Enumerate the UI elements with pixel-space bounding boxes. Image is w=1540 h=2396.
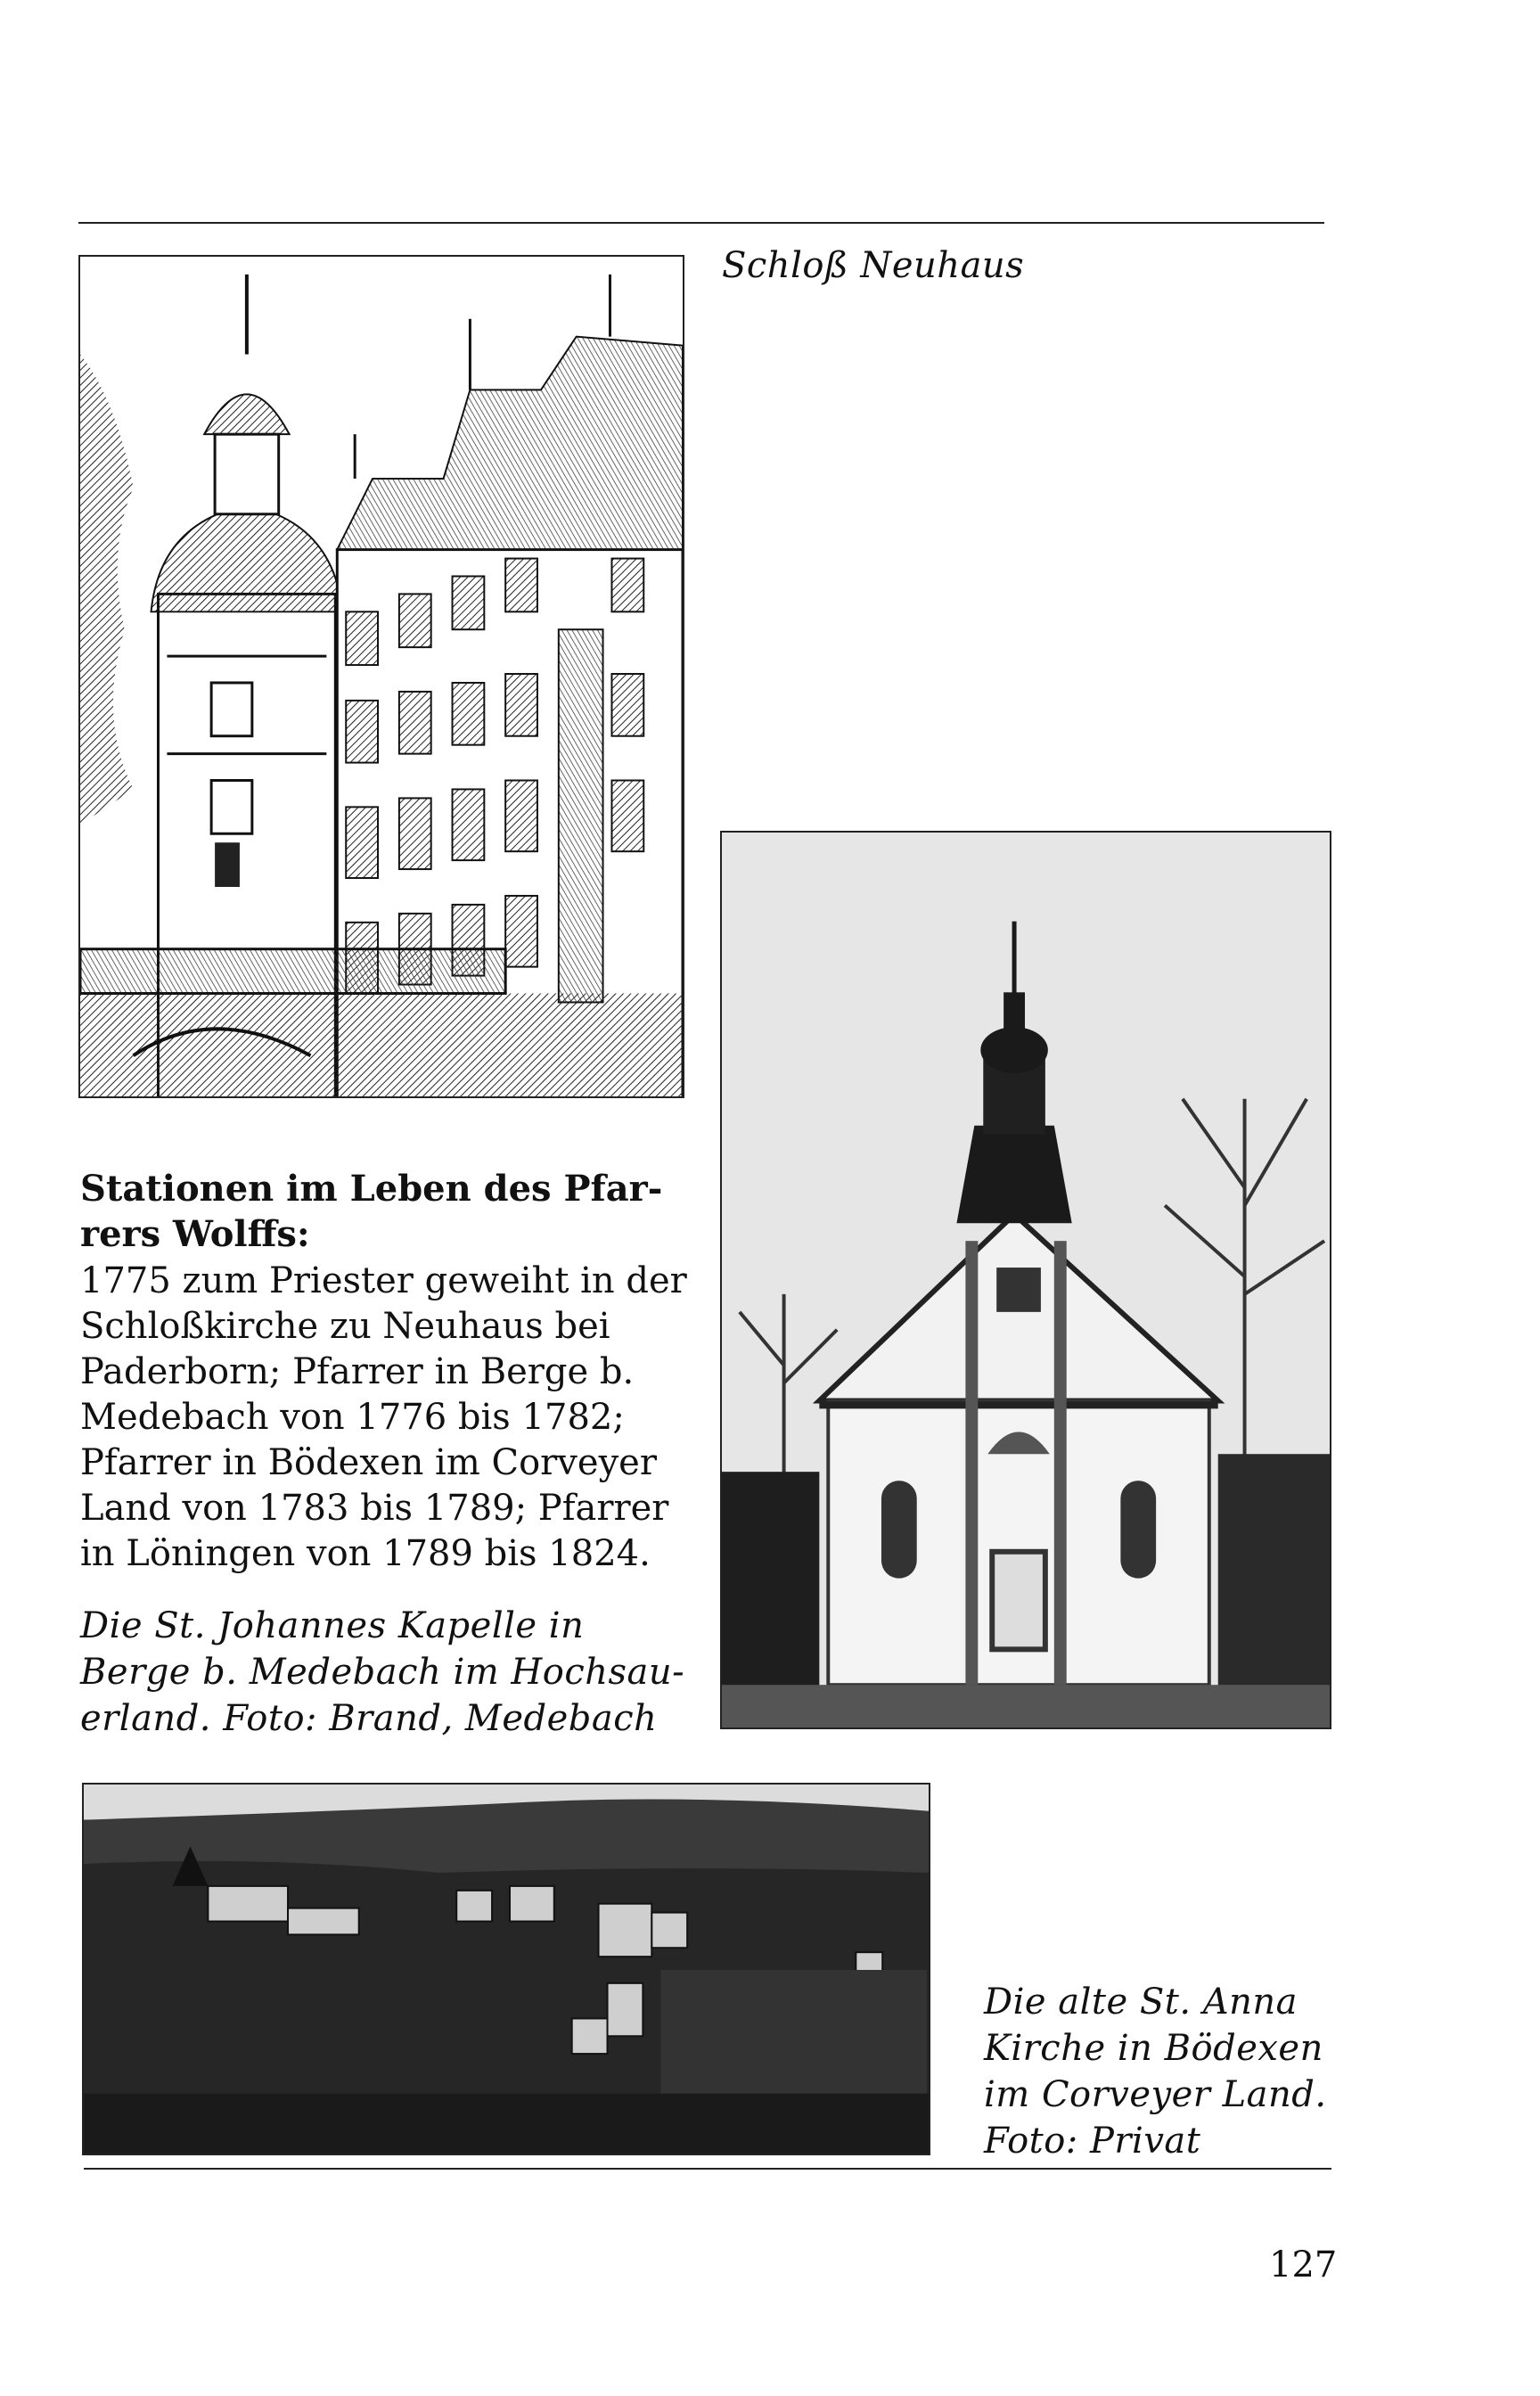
caption-line: Die alte St. Anna bbox=[984, 1982, 1298, 2023]
caption-line: erland. Foto: Brand, Medebach bbox=[80, 1698, 658, 1739]
page-number: 127 bbox=[1269, 2244, 1338, 2285]
caption-st-anna-kirche bbox=[984, 1979, 1327, 2164]
stations-heading bbox=[80, 1166, 662, 1257]
body-line: Pfarrer in Bödexen im Corveyer bbox=[80, 1442, 657, 1483]
stations-body bbox=[80, 1259, 687, 1577]
caption-line: Kirche in Bödexen bbox=[984, 2028, 1323, 2069]
caption-line: Berge b. Medebach im Hochsau- bbox=[80, 1652, 685, 1693]
body-line: Paderborn; Pfarrer in Berge b. bbox=[80, 1351, 635, 1392]
caption-st-johannes-kapelle bbox=[80, 1603, 684, 1742]
body-line: Medebach von 1776 bis 1782; bbox=[80, 1397, 625, 1438]
heading-line-2: rers Wolffs: bbox=[80, 1213, 310, 1255]
heading-line-1: Stationen im Leben des Pfar- bbox=[80, 1168, 663, 1210]
caption-line: Foto: Privat bbox=[984, 2121, 1201, 2162]
caption-line: Die St. Johannes Kapelle in bbox=[80, 1605, 585, 1646]
caption-line: Schloß Neuhaus bbox=[722, 245, 1025, 286]
caption-schloss-neuhaus bbox=[722, 242, 1024, 289]
top-rule bbox=[78, 222, 1324, 224]
body-line: Land von 1783 bis 1789; Pfarrer bbox=[80, 1488, 669, 1529]
boedexen-village-photo bbox=[82, 1783, 930, 2155]
body-line: 1775 zum Priester geweiht in der bbox=[80, 1260, 687, 1301]
st-johannes-kapelle-photo bbox=[720, 831, 1331, 1729]
body-line: Schloßkirche zu Neuhaus bei bbox=[80, 1306, 610, 1347]
body-line: in Löningen von 1789 bis 1824. bbox=[80, 1533, 651, 1574]
schloss-neuhaus-drawing bbox=[78, 255, 684, 1098]
caption-line: im Corveyer Land. bbox=[984, 2074, 1327, 2115]
bottom-rule bbox=[84, 2168, 1331, 2170]
